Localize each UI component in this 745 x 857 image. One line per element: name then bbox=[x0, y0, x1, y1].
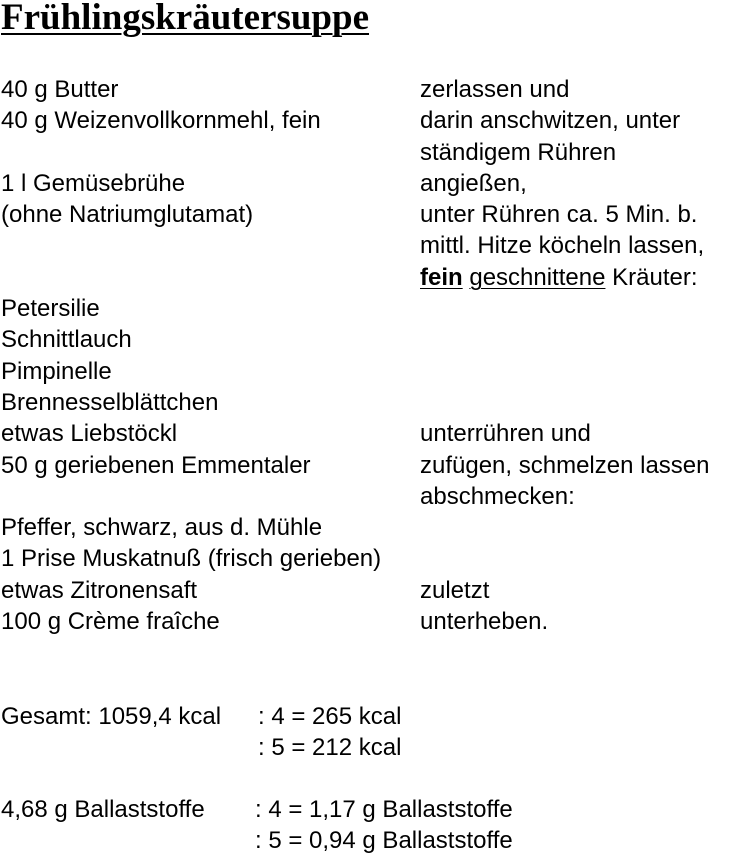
preparation-step: unterheben. bbox=[420, 608, 549, 636]
nutrition-row bbox=[0, 701, 745, 732]
preparation-step: angießen, bbox=[420, 169, 527, 197]
ingredient-row bbox=[0, 324, 745, 355]
ingredient-amount: (ohne Natriumglutamat) bbox=[1, 201, 254, 229]
ingredient-amount: etwas Zitronensaft bbox=[1, 576, 198, 604]
ingredient-amount: 1 Prise Muskatnuß (frisch gerieben) bbox=[1, 545, 382, 573]
ingredient-amount: etwas Liebstöckl bbox=[1, 420, 178, 448]
fiber-per-4: : 4 = 1,17 g Ballaststoffe bbox=[255, 796, 513, 823]
ingredient-amount: Brennesselblättchen bbox=[1, 388, 219, 416]
ingredient-row bbox=[0, 293, 745, 324]
step-text: Kräuter: bbox=[612, 263, 698, 291]
ingredient-row bbox=[0, 168, 745, 199]
preparation-step: unterrühren und bbox=[420, 420, 591, 448]
ingredient-amount: 40 g Weizenvollkornmehl, fein bbox=[1, 107, 321, 135]
ingredient-row bbox=[0, 356, 745, 387]
nutrition-fiber bbox=[0, 794, 745, 857]
preparation-step: darin anschwitzen, unter bbox=[420, 107, 681, 135]
preparation-step bbox=[420, 262, 698, 293]
ingredient-list bbox=[0, 74, 745, 637]
kcal-per-4: : 4 = 265 kcal bbox=[258, 703, 402, 730]
ingredient-row bbox=[0, 512, 745, 543]
ingredient-row bbox=[0, 606, 745, 637]
nutrition-row bbox=[0, 825, 745, 856]
fiber-total: 4,68 g Ballaststoffe bbox=[1, 796, 205, 823]
ingredient-row bbox=[0, 230, 745, 261]
ingredient-row bbox=[0, 543, 745, 574]
ingredient-row bbox=[0, 199, 745, 230]
kcal-per-5: : 5 = 212 kcal bbox=[258, 734, 402, 762]
kcal-total: Gesamt: 1059,4 kcal bbox=[1, 703, 222, 730]
nutrition-kcal bbox=[0, 701, 745, 764]
ingredient-amount: Schnittlauch bbox=[1, 326, 132, 354]
recipe-title: Frühlingskräutersuppe bbox=[1, 0, 370, 38]
ingredient-row bbox=[0, 450, 745, 481]
ingredient-amount: 100 g Crème fraîche bbox=[1, 608, 220, 636]
preparation-step: ständigem Rühren bbox=[420, 138, 617, 166]
ingredient-amount: Pfeffer, schwarz, aus d. Mühle bbox=[1, 514, 323, 542]
ingredient-row bbox=[0, 481, 745, 512]
preparation-step: zerlassen und bbox=[420, 76, 570, 103]
ingredient-amount: 50 g geriebenen Emmentaler bbox=[1, 451, 311, 479]
ingredient-amount: Petersilie bbox=[1, 295, 100, 323]
ingredient-amount: Pimpinelle bbox=[1, 357, 112, 385]
preparation-step: abschmecken: bbox=[420, 482, 575, 510]
ingredient-amount: 1 l Gemüsebrühe bbox=[1, 169, 186, 197]
emphasis-bold: fein bbox=[420, 263, 463, 291]
ingredient-row bbox=[0, 262, 745, 293]
preparation-step: zuletzt bbox=[420, 576, 490, 604]
fiber-per-5: : 5 = 0,94 g Ballaststoffe bbox=[255, 827, 513, 855]
preparation-step: mittl. Hitze köcheln lassen, bbox=[420, 232, 705, 260]
ingredient-row bbox=[0, 418, 745, 449]
ingredient-row bbox=[0, 137, 745, 168]
ingredient-row bbox=[0, 387, 745, 418]
preparation-step: unter Rühren ca. 5 Min. b. bbox=[420, 201, 698, 229]
ingredient-amount: 40 g Butter bbox=[1, 76, 119, 103]
nutrition-row bbox=[0, 794, 745, 825]
ingredient-row bbox=[0, 74, 745, 105]
ingredient-row bbox=[0, 575, 745, 606]
nutrition-row bbox=[0, 732, 745, 763]
preparation-step: zufügen, schmelzen lassen bbox=[420, 451, 710, 479]
emphasis-underlined: geschnittene bbox=[469, 263, 606, 291]
ingredient-row bbox=[0, 105, 745, 136]
